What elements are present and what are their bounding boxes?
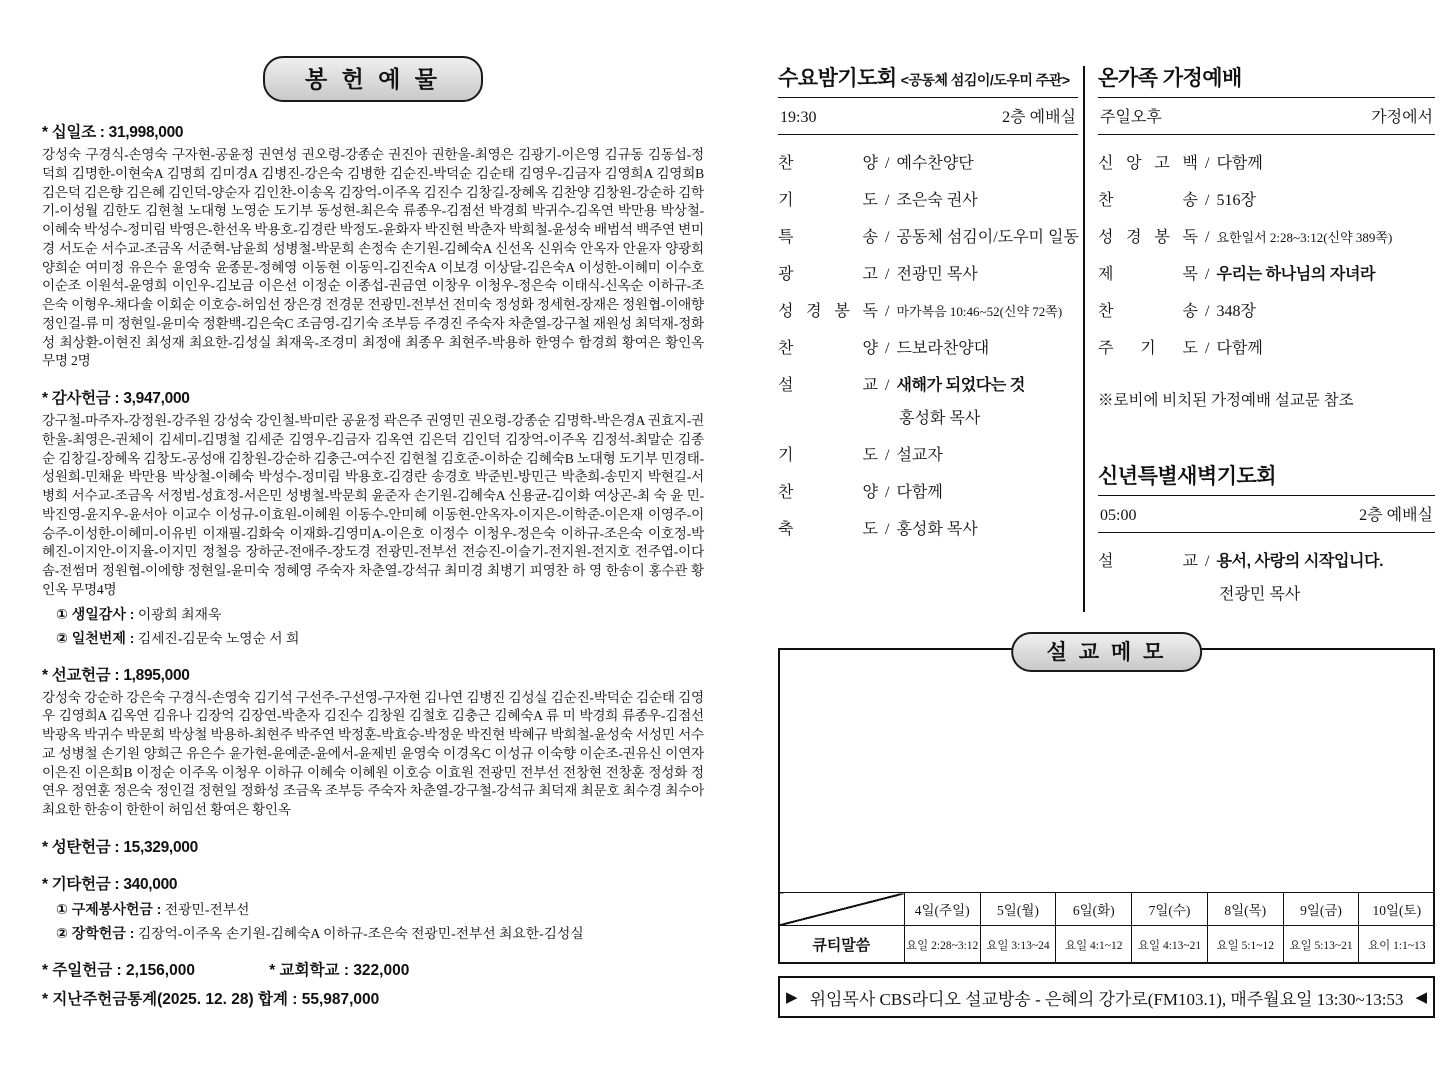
service-item-label: 찬 양 <box>778 155 878 172</box>
offering-column <box>42 56 704 1009</box>
offering-section-label: * 선교헌금 : <box>42 666 120 684</box>
family-worship-section <box>1098 62 1435 618</box>
service-item-label: 주 기 도 <box>1098 340 1198 357</box>
offering-sub-names: 전광민-전부선 <box>164 901 250 917</box>
offering-sub-item <box>56 627 704 648</box>
qt-scripture-cell: 요일 4:1~12 <box>1056 926 1132 964</box>
service-item-separator: / <box>885 447 890 464</box>
family-worship-note: ※로비에 비치된 가정예배 설교문 참조 <box>1098 392 1354 409</box>
service-item-separator: / <box>885 303 890 320</box>
offering-sub-label: ② 장학헌금 : <box>56 924 135 941</box>
service-item <box>778 261 1078 284</box>
wednesday-prayer-section <box>778 62 1078 553</box>
service-item <box>778 298 1078 321</box>
service-item-value: 다함께 <box>1216 155 1263 172</box>
offering-section-header <box>42 120 704 142</box>
family-item-list <box>1098 150 1435 358</box>
offering-section <box>42 663 704 820</box>
service-item-value: 새해가 되었다는 것 <box>896 377 1025 394</box>
offering-sub-items <box>42 898 704 943</box>
service-item-subline: 전광민 목사 <box>1219 586 1301 603</box>
service-item-label: 특 송 <box>778 229 878 246</box>
radio-broadcast-banner <box>778 976 1435 1018</box>
offering-sub-names: 김장억-이주옥 손기원-김혜숙A 이하규-조은숙 전광민-전부선 최요한-김성실 <box>137 925 584 941</box>
offering-section-label: * 감사헌금 : <box>42 390 120 407</box>
service-item-label: 설 교 <box>1098 553 1198 570</box>
service-item-value: 드보라찬양대 <box>896 340 990 357</box>
qt-day-header: 8일(목) <box>1207 893 1283 926</box>
dawn-time: 05:00 <box>1100 507 1137 524</box>
qt-table-header-row <box>778 893 1434 926</box>
offering-total <box>269 962 409 979</box>
service-item-value: 공동체 섬김이/도우미 일동 <box>896 229 1079 246</box>
service-item-label: 찬 양 <box>778 340 878 357</box>
service-item-separator: / <box>1205 229 1210 246</box>
service-item-separator: / <box>1205 303 1210 320</box>
offering-section-amount: 1,895,000 <box>123 666 190 684</box>
service-item <box>1098 224 1435 247</box>
qt-day-header: 4일(주일) <box>904 893 980 926</box>
offering-section <box>42 872 704 943</box>
service-item-label: 찬 송 <box>1098 192 1198 209</box>
offering-total-label: * 교회학교 : <box>269 961 349 979</box>
service-item-label: 찬 송 <box>1098 303 1198 320</box>
offering-total-amount: 322,000 <box>353 961 410 979</box>
service-item <box>778 372 1078 428</box>
qt-row-label: 큐티말씀 <box>778 926 904 964</box>
qt-scripture-cell: 요일 5:1~12 <box>1207 926 1283 964</box>
family-meta <box>1098 98 1435 135</box>
qt-scripture-cell: 요이 1:1~13 <box>1359 926 1435 964</box>
donor-names: 강성숙 강순하 강은숙 구경식-손영숙 김기석 구선주-구선영-구자현 김나연 김병진 김성실 김순진-박덕순 김순태 김영우 김영희A 김옥연 김유나 김장억 김장연-박춘자 김진수 김창원 김철호 김충근 김혜숙A 류 미 박경희 류종우-김점선 박광옥 박귀수 박문희 박상철 박용하-최현주 박주연 박정훈-박효승-박정운 박진현 박혜규 박희철-윤성숙 서성민 서수교 성병철 손기원 양희근 유은수 윤가현-윤예준-윤에서-윤제빈 윤영숙 이경옥C 이성규 이숙향 이순조-권유신 이연자 이은진 이은희B 이정순 이주옥 이청우 이하규 이혜숙 이혜원 이호승 이효원 전광민 전부선 전창현 전창훈 정성화 정연우 정연훈 정은숙 정인걸 정현일 정화성 조금옥 조부등 주숙자 차춘열-강구철-강석규 최덕재 최문호 최수경 최수아 최요한 한송이 한한이 허임선 황여은 황인옥 <box>42 689 704 817</box>
service-item-label: 성 경 봉 독 <box>1098 229 1198 246</box>
service-item <box>778 150 1078 173</box>
wednesday-header <box>778 62 1078 98</box>
column-divider <box>1083 66 1085 612</box>
qt-day-header: 10일(토) <box>1359 893 1435 926</box>
service-item-value: 조은숙 권사 <box>896 192 978 209</box>
wednesday-title: 수요밤기도회 <box>778 67 897 90</box>
offering-section-amount: 3,947,000 <box>123 390 190 407</box>
dawn-header <box>1098 460 1435 496</box>
offering-title-badge: 봉 헌 예 물 <box>263 56 483 102</box>
weekly-total-label: * 지난주헌금통계(2025. 12. 28) 합계 : <box>42 990 298 1008</box>
service-item-label: 기 도 <box>778 192 878 209</box>
service-item-value: 마가복음 10:46~52(신약 72쪽) <box>896 304 1063 319</box>
qt-day-header: 6일(화) <box>1056 893 1132 926</box>
service-item <box>778 442 1078 465</box>
wednesday-item-list <box>778 150 1078 539</box>
qt-scripture-cell: 요일 4:13~21 <box>1132 926 1208 964</box>
dawn-title: 신년특별새벽기도회 <box>1098 465 1277 488</box>
offering-sub-item <box>56 603 704 624</box>
offering-title-row <box>42 56 704 102</box>
offering-sub-label: ② 일천번제 : <box>56 629 135 646</box>
service-item <box>1098 548 1435 604</box>
service-item-label: 축 도 <box>778 521 878 538</box>
donor-names: 강구철-마주자-강정원-강주원 강성숙 강인철-박미란 공윤정 곽은주 권영민 권오령-강종순 김명학-박은경A 권효지-권한울-최영은-권체이 김세미-김명철 김세준 김영우-김금자 김옥연 김은덕 김인덕 김장억-이주옥 김정석-최말순 김종순 김창길-장혜옥 김창도-공성애 김창원-강순하 김충근-여수진 김현철 김호준-이하순 김혜숙B 노대형 도기부 민경태-성원희-민채윤 박만용 박상철-이혜숙 박성수-정미림 박용호-김경란 송경호 박준빈-방민근 박춘희-송민지 박현길-서병희 서수교-조금옥 서정범-성효정-서은민 성병철-박문희 윤준자 손기원-김혜숙A 신용균-김이화 여상곤-최 숙 윤 민-박진영-윤지우-윤서아 이교수 이성규-이효원-이혜원 이동수-안미혜 이동현-안옥자-이지은-이학준-이은재 이영주-이승주-이성한-이혜미-이유빈 이재필-김화숙 이재화-김영미A-이은호 이정수 이청우-정은숙 이하규-조은숙 이호정-박혜진-이지안-이지율-이지민 정철응 장하군-전애주-장도경 전광민-전부선 전승진-이슬기-전지원-전지호 전주엽-이다솜-전썸머 정원협-이에향 정현일-윤미숙 정혜영 주숙자 차춘열-강석규 최미경 최병기 피영찬 하 영 한송이 홍수관 황인옥 무명4명 <box>42 413 704 597</box>
service-item-separator: / <box>1205 266 1210 283</box>
service-item <box>1098 187 1435 210</box>
service-item-value: 다함께 <box>1216 340 1263 357</box>
service-item-separator: / <box>885 229 890 246</box>
offering-sub-label: ① 생일감사 : <box>56 605 135 622</box>
donor-names: 강성숙 구경식-손영숙 구자현-공윤정 권연성 권오령-강종순 권진아 권한울-최영은 김광기-이은영 김규동 김동섭-정덕희 김명한-이현숙A 김명희 김미경A 김병진-강은숙 김병한 김순진-박덕순 김순태 김영우-김금자 김영희A 김영희B 김은덕 김은향 김은혜 김인덕-양순자 김인찬-이송옥 김장억-이주옥 김진수 김창길-장혜옥 김찬양 김창원-강순하 김학기-이성월 김한도 김현철 노대형 노영순 도기부 동성현-최은숙 류종우-김점선 박경희 박귀수-김옥연 박만용 박상철-이혜숙 박성수-정미림 박영은-한선옥 박용호-김경란 박정도-윤화자 박진현 박춘자 박희철-윤성숙 배범석 백주연 변미경 서도순 서수교-조금옥 서준혁-남윤희 성병철-박문희 손정숙 손기원-김혜숙A 신선옥 신위숙 안옥자 안윤자 양광희 양희순 여미정 유은수 윤영숙 윤종문-정혜영 이동현 이동익-김진숙A 이보경 이상달-김은숙A 이성한-이혜미 이수호 이순조 이원석-윤영희 이인우-김보금 이은선 이정순 이종섭-권금연 이창우 이청우-정은숙 이태식-신옥순 이하규-조은숙 이형우-채다솔 이회순 이호승-허임선 장은경 전경문 전광민-전부선 전미숙 정성화 정세현-장재은 정원협-이애향 정인걸-류 미 정현일-윤미숙 정환백-김은숙C 조금영-김기숙 조부등 주경진 주숙자 차춘열-강구철 재원성 최덕재-정화성 최상환-이현진 최성재 최요한-김성실 최재욱-조경미 최정애 최종우 최현주-박용하 한영수 함경희 황여은 황인옥 무명 2명 <box>42 147 704 369</box>
family-header <box>1098 62 1435 98</box>
offering-section-header <box>42 835 704 857</box>
service-item-label: 성 경 봉 독 <box>778 303 878 320</box>
qt-schedule-table <box>778 892 1435 964</box>
play-right-icon: ▶ <box>786 989 798 1006</box>
service-item-separator: / <box>885 340 890 357</box>
qt-table-value-row <box>778 926 1434 964</box>
service-item-value: 요한일서 2:28~3:12(신약 389쪽) <box>1216 230 1393 245</box>
offering-section-header <box>42 663 704 685</box>
service-item-value: 예수찬양단 <box>896 155 974 172</box>
offering-total-amount: 2,156,000 <box>126 961 195 979</box>
service-item <box>778 224 1078 247</box>
service-item-value: 용서, 사랑의 시작입니다. <box>1216 553 1384 570</box>
service-item-label: 제 목 <box>1098 266 1198 283</box>
offering-sub-names: 김세진-김문숙 노영순 서 희 <box>137 630 300 646</box>
service-item <box>1098 150 1435 173</box>
service-item-value: 우리는 하나님의 자녀라 <box>1216 266 1376 283</box>
diagonal-corner-cell <box>778 893 904 926</box>
dawn-prayer-section <box>1098 460 1435 604</box>
weekly-total-line <box>42 987 704 1009</box>
service-item-separator: / <box>1205 155 1210 172</box>
offering-section-header <box>42 872 704 894</box>
offering-total <box>42 962 199 979</box>
offering-sub-item <box>56 922 704 943</box>
offering-section-amount: 31,998,000 <box>108 124 184 141</box>
wednesday-place: 2층 예배실 <box>1002 109 1076 126</box>
dawn-item-list <box>1098 548 1435 604</box>
dawn-place: 2층 예배실 <box>1359 507 1433 524</box>
weekly-total-amount: 55,987,000 <box>301 990 380 1008</box>
service-item-separator: / <box>885 155 890 172</box>
play-left-icon: ◀ <box>1415 989 1427 1006</box>
service-item-value: 전광민 목사 <box>896 266 978 283</box>
offering-section <box>42 835 704 857</box>
service-item-separator: / <box>885 266 890 283</box>
offering-section-header <box>42 386 704 408</box>
qt-scripture-cell: 요일 5:13~21 <box>1283 926 1359 964</box>
service-item-value: 홍성화 목사 <box>896 521 978 538</box>
service-item-separator: / <box>885 192 890 209</box>
offering-sub-label: ① 구제봉사헌금 : <box>56 900 162 917</box>
offering-total-label: * 주일헌금 : <box>42 961 122 979</box>
sermon-memo-box <box>778 641 1435 964</box>
service-item <box>778 479 1078 502</box>
service-item-separator: / <box>885 484 890 501</box>
qt-scripture-cell: 요일 2:28~3:12 <box>904 926 980 964</box>
offering-section <box>42 120 704 371</box>
service-item-label: 광 고 <box>778 266 878 283</box>
family-title: 온가족 가정예배 <box>1098 67 1242 90</box>
service-item <box>1098 261 1435 284</box>
service-item-value: 설교자 <box>896 447 943 464</box>
service-item <box>1098 335 1435 358</box>
family-time: 주일오후 <box>1100 109 1162 126</box>
service-item-label: 설 교 <box>778 377 878 394</box>
service-item-separator: / <box>885 521 890 538</box>
wednesday-meta <box>778 98 1078 135</box>
service-item-subline: 홍성화 목사 <box>899 410 981 427</box>
radio-broadcast-text: 위임목사 CBS라디오 설교방송 - 은혜의 강가로(FM103.1), 매주월요일 13:30~13:53 <box>809 989 1404 1009</box>
offering-section-amount: 340,000 <box>123 875 178 893</box>
service-item <box>778 516 1078 539</box>
offering-section-amount: 15,329,000 <box>123 838 198 856</box>
offering-totals-row <box>42 958 704 980</box>
offering-sections <box>42 120 704 943</box>
offering-section-label: * 십일조 : <box>42 124 105 141</box>
service-item-separator: / <box>1205 192 1210 209</box>
offering-section-label: * 성탄헌금 : <box>42 838 120 856</box>
service-item-value: 다함께 <box>896 484 943 501</box>
offering-sub-names: 이광희 최재욱 <box>137 606 222 622</box>
qt-day-header: 5일(월) <box>980 893 1056 926</box>
service-item-value: 516장 <box>1216 192 1256 209</box>
service-item-separator: / <box>885 377 890 394</box>
offering-section <box>42 386 704 648</box>
service-item-label: 찬 양 <box>778 484 878 501</box>
service-item-separator: / <box>1205 340 1210 357</box>
offering-sub-item <box>56 898 704 919</box>
qt-scripture-cell: 요일 3:13~24 <box>980 926 1056 964</box>
service-item <box>778 187 1078 210</box>
qt-day-header: 9일(금) <box>1283 893 1359 926</box>
service-item-label: 기 도 <box>778 447 878 464</box>
service-item-separator: / <box>1205 553 1210 570</box>
wednesday-time: 19:30 <box>780 109 817 126</box>
service-item <box>778 335 1078 358</box>
service-item-value: 348장 <box>1216 303 1256 320</box>
sermon-memo-title-badge: 설 교 메 모 <box>1011 632 1203 672</box>
wednesday-subtitle: <공동체 섬김이/도우미 주관> <box>900 72 1070 88</box>
dawn-meta <box>1098 496 1435 533</box>
service-item <box>1098 298 1435 321</box>
offering-section-label: * 기타헌금 : <box>42 875 120 893</box>
family-place: 가정에서 <box>1371 109 1433 126</box>
service-item-label: 신 앙 고 백 <box>1098 155 1198 172</box>
offering-sub-items <box>42 603 704 648</box>
qt-day-header: 7일(수) <box>1132 893 1208 926</box>
